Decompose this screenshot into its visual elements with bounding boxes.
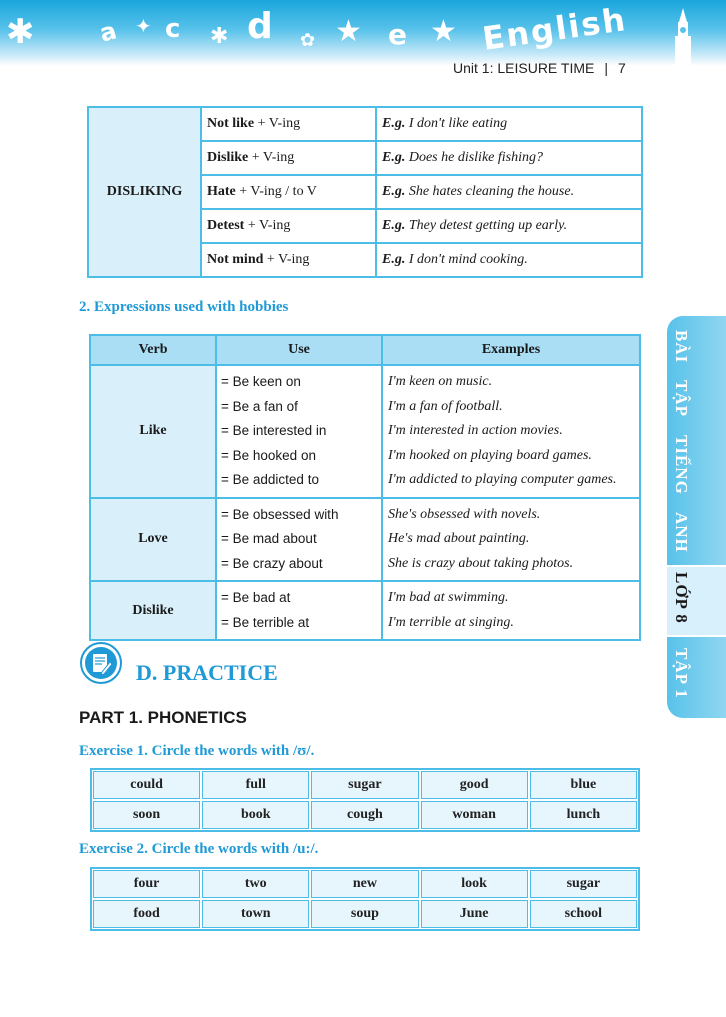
word-cell[interactable]: full bbox=[201, 770, 310, 800]
exercise-1-grid bbox=[90, 768, 640, 832]
unit-title: Unit 1: LEISURE TIME bbox=[453, 60, 595, 76]
use-cell bbox=[216, 581, 382, 640]
pattern-verb: Hate bbox=[207, 184, 236, 199]
table-row bbox=[88, 107, 642, 141]
word-cell[interactable]: June bbox=[420, 899, 529, 929]
pattern-rest: + V-ing bbox=[254, 116, 301, 131]
word-cell[interactable]: good bbox=[420, 770, 529, 800]
table-row bbox=[92, 800, 638, 830]
example-item: I'm a fan of football. bbox=[388, 398, 503, 414]
word-cell[interactable]: soup bbox=[310, 899, 419, 929]
word-cell[interactable]: new bbox=[310, 869, 419, 899]
example-cell bbox=[376, 141, 642, 175]
decor-letter-e: e bbox=[388, 18, 407, 51]
example-item: I'm terrible at singing. bbox=[388, 614, 514, 630]
example-cell bbox=[376, 107, 642, 141]
example-text: They detest getting up early. bbox=[405, 218, 568, 233]
pattern-cell bbox=[201, 175, 376, 209]
pattern-rest: + V-ing bbox=[244, 218, 291, 233]
example-cell bbox=[376, 209, 642, 243]
word-cell[interactable]: two bbox=[201, 869, 310, 899]
use-cell bbox=[216, 365, 382, 498]
pattern-cell bbox=[201, 209, 376, 243]
use-item: = Be obsessed with bbox=[221, 506, 339, 522]
example-item: I'm bad at swimming. bbox=[388, 590, 509, 605]
example-item: He's mad about painting. bbox=[388, 531, 530, 546]
table-row bbox=[90, 365, 640, 498]
practice-title: D. PRACTICE bbox=[136, 660, 278, 685]
use-item: = Be bad at bbox=[221, 590, 291, 605]
table-row bbox=[90, 581, 640, 640]
star-icon: ★ bbox=[335, 14, 362, 49]
unit-header bbox=[453, 60, 626, 76]
side-tab-label bbox=[671, 330, 691, 565]
word-cell[interactable]: book bbox=[201, 800, 310, 830]
column-header: Verb bbox=[90, 335, 216, 365]
part-title: PART 1. PHONETICS bbox=[79, 708, 247, 727]
page-number: 7 bbox=[617, 60, 626, 76]
word-cell[interactable]: school bbox=[529, 899, 638, 929]
pattern-rest: + V-ing / to V bbox=[235, 184, 317, 199]
pattern-cell bbox=[201, 107, 376, 141]
word-cell[interactable]: town bbox=[201, 899, 310, 929]
examples-cell bbox=[382, 365, 640, 498]
pattern-rest: + V-ing bbox=[248, 150, 295, 165]
table-row bbox=[92, 869, 638, 899]
hobbies-table bbox=[89, 334, 641, 641]
word-cell[interactable]: look bbox=[420, 869, 529, 899]
practice-icon bbox=[80, 642, 122, 684]
word-cell[interactable]: soon bbox=[92, 800, 201, 830]
column-header: Use bbox=[216, 335, 382, 365]
example-item: I'm hooked on playing board games. bbox=[388, 447, 592, 463]
use-item: = Be mad about bbox=[221, 531, 317, 546]
word-cell[interactable]: sugar bbox=[529, 869, 638, 899]
star-icon: ✦ bbox=[135, 14, 152, 38]
use-cell bbox=[216, 498, 382, 582]
exercise-1-title: Exercise 1. Circle the words with /ʊ/. bbox=[79, 743, 315, 759]
use-item: = Be crazy about bbox=[221, 555, 323, 571]
side-tab-word: ANH bbox=[672, 511, 691, 553]
use-item: = Be hooked on bbox=[221, 447, 316, 463]
eg-label: E.g. bbox=[382, 116, 406, 131]
word-cell[interactable]: four bbox=[92, 869, 201, 899]
word-cell[interactable]: lunch bbox=[529, 800, 638, 830]
side-tab-word: TẬP bbox=[672, 380, 691, 418]
example-item: She is crazy about taking photos. bbox=[388, 555, 574, 571]
word-cell[interactable]: woman bbox=[420, 800, 529, 830]
pattern-verb: Not like bbox=[207, 116, 255, 131]
word-cell[interactable]: food bbox=[92, 899, 201, 929]
pattern-cell bbox=[201, 243, 376, 277]
example-cell bbox=[376, 175, 642, 209]
side-tab-word: BÀI bbox=[672, 330, 691, 364]
word-cell[interactable]: blue bbox=[529, 770, 638, 800]
header-banner bbox=[0, 0, 726, 66]
decor-letter-c: c bbox=[165, 14, 181, 44]
example-cell bbox=[376, 243, 642, 277]
side-tab-grade: LỚP 8 bbox=[672, 572, 691, 624]
use-item: = Be addicted to bbox=[221, 472, 319, 487]
example-text: Does he dislike fishing? bbox=[405, 150, 543, 165]
disliking-table bbox=[87, 106, 643, 278]
exercise-2-title: Exercise 2. Circle the words with /u:/. bbox=[79, 841, 319, 857]
word-cell[interactable]: cough bbox=[310, 800, 419, 830]
eg-label: E.g. bbox=[382, 218, 406, 233]
pattern-rest: + V-ing bbox=[263, 252, 310, 267]
section-heading: 2. Expressions used with hobbies bbox=[79, 299, 289, 315]
clock-tower-icon bbox=[668, 6, 698, 66]
use-item: = Be a fan of bbox=[221, 398, 298, 414]
examples-cell bbox=[382, 581, 640, 640]
example-text: I don't mind cooking. bbox=[405, 252, 528, 267]
pattern-verb: Detest bbox=[207, 218, 245, 233]
pattern-verb: Dislike bbox=[207, 150, 249, 165]
table-row bbox=[92, 899, 638, 929]
example-item: I'm keen on music. bbox=[388, 374, 493, 389]
brand-logo: English bbox=[480, 0, 630, 58]
use-item: = Be terrible at bbox=[221, 614, 310, 630]
eg-label: E.g. bbox=[382, 184, 406, 199]
eg-label: E.g. bbox=[382, 252, 406, 267]
pattern-cell bbox=[201, 141, 376, 175]
use-item: = Be keen on bbox=[221, 374, 301, 389]
verb-cell: Dislike bbox=[90, 581, 216, 640]
star-icon: ✿ bbox=[300, 30, 316, 51]
decor-letter-d: d bbox=[247, 6, 273, 47]
word-cell[interactable]: sugar bbox=[310, 770, 419, 800]
eg-label: E.g. bbox=[382, 150, 406, 165]
side-tab-volume: TẬP 1 bbox=[672, 648, 691, 699]
verb-cell: Love bbox=[90, 498, 216, 582]
side-tab-word: TIẾNG bbox=[672, 434, 691, 495]
star-icon: ★ bbox=[430, 14, 457, 49]
examples-cell bbox=[382, 498, 640, 582]
decor-letter-a: a bbox=[96, 16, 120, 48]
word-cell[interactable]: could bbox=[92, 770, 201, 800]
exercise-2-grid bbox=[90, 867, 640, 931]
column-header: Examples bbox=[382, 335, 640, 365]
example-item: She's obsessed with novels. bbox=[388, 506, 541, 522]
example-item: I'm interested in action movies. bbox=[388, 423, 563, 438]
example-text: I don't like eating bbox=[405, 116, 508, 131]
star-icon: ✱ bbox=[210, 24, 229, 49]
verb-cell: Like bbox=[90, 365, 216, 498]
example-item: I'm addicted to playing computer games. bbox=[388, 472, 617, 487]
category-cell: DISLIKING bbox=[88, 107, 201, 277]
pattern-verb: Not mind bbox=[207, 252, 264, 267]
table-header-row bbox=[90, 335, 640, 365]
table-row bbox=[92, 770, 638, 800]
divider: | bbox=[604, 60, 608, 76]
table-row bbox=[90, 498, 640, 582]
star-icon: ✱ bbox=[6, 12, 35, 52]
example-text: She hates cleaning the house. bbox=[405, 184, 575, 199]
use-item: = Be interested in bbox=[221, 423, 327, 438]
